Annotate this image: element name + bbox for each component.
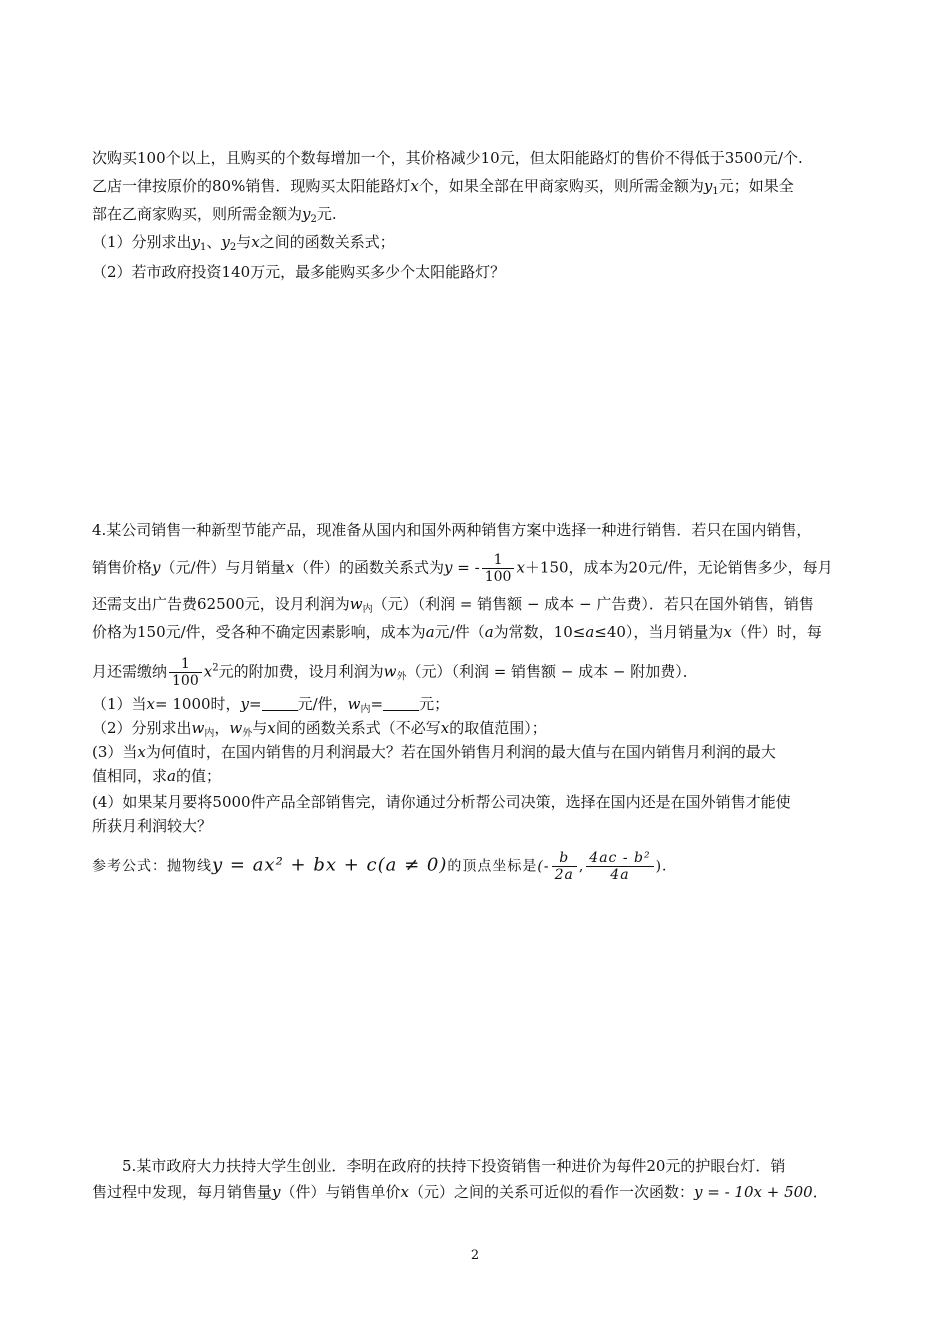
p3-question-2: （2）若市政府投资140万元，最多能购买多少个太阳能路灯？ [92, 263, 506, 281]
answer-blank [383, 696, 419, 711]
p3-line-1: 次购买100个以上，且购买的个数每增加一个，其价格减少10元，但太阳能路灯的售价不得低于3500元/个. [92, 149, 803, 167]
p4-question-4-cont: 所获月利润较大？ [92, 817, 213, 835]
p4-question-3: (3）当x为何值时，在国内销售的月利润最大？若在国外销售月利润的最大值与在国内销售月利润的最大 [92, 743, 776, 761]
p4-question-4: (4）如果某月要将5000件产品全部销售完，请你通过分析帮公司决策，选择在国内还是在国外销售才能使 [92, 793, 791, 811]
p4-question-2: （2）分别求出$w_内$，$w_外$与x间的函数关系式（不必写x的取值范围）； [92, 719, 547, 739]
fraction-b-over-2a: $\frac{b}{2a}$ [552, 850, 577, 883]
fraction-1-over-100: $\frac{1}{100}$ [482, 552, 515, 585]
p4-line-1: 4.某公司销售一种新型节能产品，现准备从国内和国外两种销售方案中选择一种进行销售．若只在国内销售， [92, 521, 812, 539]
p3-line-3: 部在乙商家购买，则所需金额为$y_2$元. [92, 205, 337, 225]
p3-line-2: 乙店一律按原价的80%销售．现购买太阳能路灯x个，如果全部在甲商家购买，则所需金额为$y_1$元；如果全 [92, 177, 794, 197]
p5-line-2: 售过程中发现，每月销售量y（件）与销售单价x（元）之间的关系可近似的看作一次函数：y = - 10x + 500． [92, 1183, 828, 1201]
p4-question-1: （1）当x= 1000时，y= 元/件，$w_内=$ 元； [92, 695, 450, 715]
p3-question-1: （1）分别求出$y_1$、$y_2$与x之间的函数关系式； [92, 233, 395, 253]
p4-line-4: 价格为150元/件，受各种不确定因素影响，成本为a元/件（a为常数，10≤a≤40），当月销量为x（件）时，每 [92, 623, 822, 641]
p4-line-2: 销售价格y（元/件）与月销量x（件）的函数关系式为y = - $\frac{1}{100}$ x＋150，成本为20元/件，无论销售多少，每月 [92, 552, 833, 585]
reference-formula: 参考公式：抛物线y = ax² + bx + c(a ≠ 0)的顶点坐标是(- $\frac{b}{2a}$ , $\frac{\text{4ac - b²}}{4a}$ )． [92, 850, 678, 883]
answer-blank [262, 696, 298, 711]
p4-line-5: 月还需缴纳 $\frac{1}{100}$ $x^2$元的附加费，设月利润为$w_外$（元）（利润 = 销售额 − 成本 − 附加费）． [92, 656, 698, 689]
fraction-vertex-y: $\frac{\text{4ac - b²}}{4a}$ [586, 850, 653, 883]
fraction-1-over-100: $\frac{1}{100}$ [169, 656, 202, 689]
p4-question-3-cont: 值相同，求a的值； [92, 767, 221, 785]
p4-line-3: 还需支出广告费62500元，设月利润为$w_内$（元）（利润 = 销售额 − 成本 − 广告费）．若只在国外销售，销售 [92, 595, 814, 615]
p5-line-1: 5.某市政府大力扶持大学生创业．李明在政府的扶持下投资销售一种进价为每件20元的护眼台灯．销 [122, 1157, 786, 1175]
page-number: 2 [470, 1248, 480, 1263]
